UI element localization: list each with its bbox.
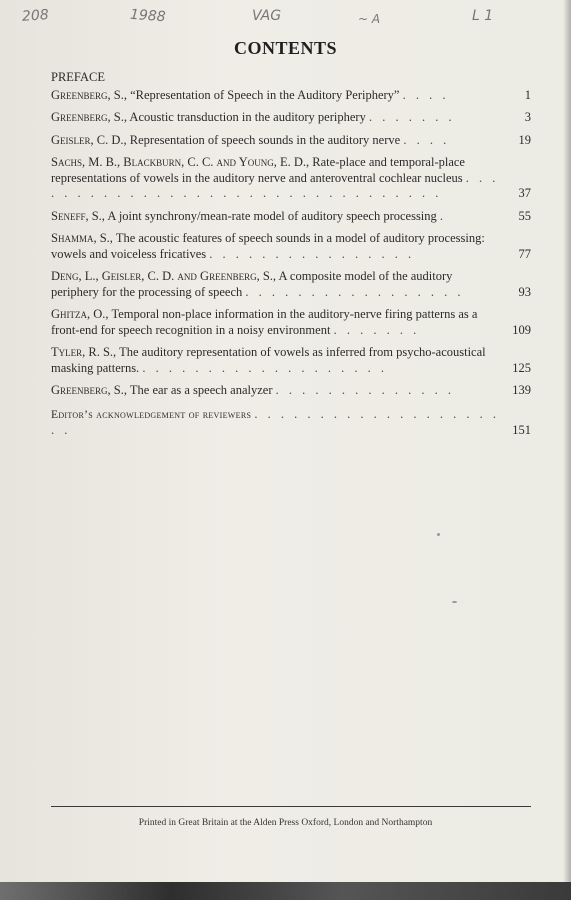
entry-page-number: 3 <box>524 110 531 124</box>
entry-title: Acoustic transduction in the auditory periphery <box>129 110 366 124</box>
scan-edge <box>0 882 571 900</box>
entry-page-number: 93 <box>518 284 531 299</box>
entry-author: Greenberg, S., <box>51 383 127 397</box>
toc-entry[interactable]: Sachs, M. B., Blackburn, C. C. and Young, E. D., Rate-place and temporal-place representations of vowels in the auditory nerve and anteroventral cochlear nucleus . . . . . . . . . . . . . . . . . . . . . . . . . . . . . . . . . 37 <box>51 155 531 200</box>
entry-page-number: 1 <box>524 87 531 102</box>
entry-title: A composite model of the auditory periphery for the processing of speech <box>51 269 453 299</box>
toc-entry[interactable]: Greenberg, S., The ear as a speech analyzer . . . . . . . . . . . . . . 139 <box>51 383 531 397</box>
handwritten-note: ~ A <box>358 12 381 26</box>
table-of-contents <box>51 70 531 446</box>
page-title: CONTENTS <box>233 38 338 58</box>
entry-page-number: 55 <box>518 208 531 223</box>
entry-title: The auditory representation of vowels as inferred from psycho-acoustical masking patterns. <box>51 345 486 375</box>
toc-entry[interactable]: Geisler, C. D., Representation of speech sounds in the auditory nerve . . . . 19 <box>51 132 531 147</box>
entry-author: Greenberg, S., <box>51 87 127 102</box>
footer-rule <box>51 806 531 807</box>
handwritten-note: L 1 <box>472 8 494 24</box>
acknowledgement-label: Editor’s acknowledgement of reviewers <box>51 408 252 421</box>
entry-page-number: 37 <box>518 186 531 200</box>
entry-title: The acoustic features of speech sounds in a model of auditory processing: vowels and voiceless fricatives <box>51 231 485 261</box>
preface-label: PREFACE <box>51 70 105 84</box>
toc-entry[interactable]: Ghitza, O., Temporal non-place information in the auditory-nerve firing patterns as a front-end for speech recognition in a noisy environment . . . . . . . 109 <box>51 307 531 337</box>
entry-author: Seneff, S., <box>51 208 105 223</box>
paper-speck <box>437 533 440 536</box>
page-edge-shadow <box>563 0 571 900</box>
toc-entry[interactable]: Greenberg, S., “Representation of Speech in the Auditory Periphery” . . . . 1 <box>51 87 531 102</box>
toc-entry[interactable]: Deng, L., Geisler, C. D. and Greenberg, S., A composite model of the auditory periphery for the processing of speech . . . . . . . . . . . . . . . . . 93 <box>51 269 531 299</box>
entry-page-number: 125 <box>512 360 531 375</box>
handwritten-note: 1988 <box>129 6 167 26</box>
toc-entry[interactable]: Greenberg, S., Acoustic transduction in the auditory periphery . . . . . . . 3 <box>51 110 531 124</box>
toc-entry-acknowledgement[interactable]: Editor’s acknowledgement of reviewers . . . . . . . . . . . . . . . . . . . . . 151 <box>51 406 531 437</box>
entry-title: Temporal non-place information in the auditory-nerve firing patterns as a front-end for speech recognition in a noisy environment <box>51 307 478 337</box>
entry-title: The ear as a speech analyzer <box>129 383 273 397</box>
paper-speck <box>452 601 457 603</box>
entry-page-number: 77 <box>518 246 531 261</box>
entry-author: Deng, L., Geisler, C. D. and Greenberg, S., <box>51 269 277 283</box>
handwritten-notes <box>0 8 571 36</box>
printer-note: Printed in Great Britain at the Alden Press Oxford, London and Northampton <box>138 818 433 828</box>
toc-entry[interactable]: Shamma, S., The acoustic features of speech sounds in a model of auditory processing: vowels and voiceless fricatives . . . . . . . . . . . . . . . . 77 <box>51 231 531 261</box>
entry-author: Geisler, C. D., <box>51 132 127 147</box>
entry-page-number: 151 <box>512 423 531 437</box>
entry-title: “Representation of Speech in the Auditory Periphery” <box>130 87 400 102</box>
entry-author: Tyler, R. S., <box>51 345 117 359</box>
entry-author: Sachs, M. B., Blackburn, C. C. and Young, E. D., <box>51 155 310 169</box>
entry-page-number: 139 <box>512 383 531 397</box>
handwritten-note: 208 <box>21 7 50 25</box>
entry-author: Greenberg, S., <box>51 110 127 124</box>
entry-page-number: 109 <box>512 322 531 337</box>
toc-entry[interactable]: Seneff, S., A joint synchrony/mean-rate model of auditory speech processing . 55 <box>51 208 531 223</box>
entry-author: Shamma, S., <box>51 231 113 245</box>
entry-title: Rate-place and temporal-place representations of vowels in the auditory nerve and anteroventral cochlear nucleus <box>51 155 465 185</box>
entry-page-number: 19 <box>518 132 531 147</box>
entry-title: Representation of speech sounds in the auditory nerve <box>129 132 401 147</box>
entry-title: A joint synchrony/mean-rate model of auditory speech processing <box>107 208 437 223</box>
handwritten-note: VAG <box>252 8 282 24</box>
toc-entry[interactable]: Tyler, R. S., The auditory representation of vowels as inferred from psycho-acoustical masking patterns. . . . . . . . . . . . . . . . . . . . 125 <box>51 345 531 375</box>
entry-author: Ghitza, O., <box>51 307 109 321</box>
